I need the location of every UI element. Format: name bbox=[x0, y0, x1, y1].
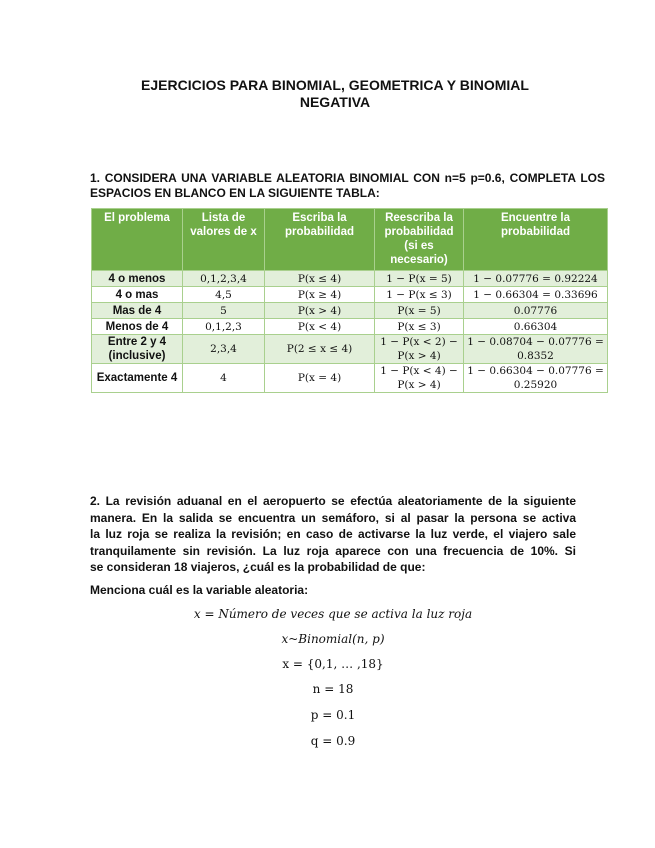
cell-valores: 0,1,2,3,4 bbox=[183, 271, 265, 287]
equation-text: x = Número de veces que se activa la luz roja bbox=[193, 607, 473, 621]
table-row bbox=[92, 364, 608, 393]
header-problema: El problema bbox=[92, 209, 183, 271]
cell-resultado: 0.66304 bbox=[464, 319, 608, 335]
header-reescriba: Reescriba la probabilidad (si es necesario) bbox=[375, 209, 464, 271]
table-row bbox=[92, 335, 608, 364]
question-2-text bbox=[90, 493, 576, 576]
question-2-line: la luz roja se realiza la revisión; en caso de activarse la luz verde, el viajero sale bbox=[90, 527, 576, 541]
cell-prob: P(x < 4) bbox=[265, 319, 375, 335]
cell-problema: Menos de 4 bbox=[92, 319, 183, 335]
question-2-line: tranquilamente sin revisión. La luz roja aparece con una frecuencia de 10%. Si bbox=[90, 543, 576, 558]
equation-range bbox=[90, 657, 576, 671]
equation-distribution bbox=[90, 632, 576, 646]
table-row bbox=[92, 319, 608, 335]
cell-problema: 4 o menos bbox=[92, 271, 183, 287]
cell-problema: Mas de 4 bbox=[92, 303, 183, 319]
title-line-1: EJERCICIOS PARA BINOMIAL, GEOMETRICA Y BINOMIAL bbox=[141, 77, 529, 93]
cell-prob: P(x > 4) bbox=[265, 303, 375, 319]
equation-q bbox=[90, 734, 576, 748]
equation-text: x~Binomial(n, p) bbox=[281, 632, 385, 646]
cell-reescriba: P(x ≤ 3) bbox=[375, 319, 464, 335]
cell-valores: 5 bbox=[183, 303, 265, 319]
equation-text: p = 0.1 bbox=[310, 708, 356, 722]
equation-text: n = 18 bbox=[312, 682, 354, 696]
cell-valores: 4,5 bbox=[183, 287, 265, 303]
equation-n bbox=[90, 682, 576, 696]
cell-reescriba: 1 − P(x ≤ 3) bbox=[375, 287, 464, 303]
equation-p bbox=[90, 708, 576, 722]
equation-variable bbox=[90, 607, 576, 621]
equation-text: q = 0.9 bbox=[310, 734, 356, 748]
header-escriba: Escriba la probabilidad bbox=[265, 209, 375, 271]
cell-problema: Entre 2 y 4 (inclusive) bbox=[92, 335, 183, 364]
question-1-text: 1. CONSIDERA UNA VARIABLE ALEATORIA BINOMIAL CON n=5 p=0.6, COMPLETA LOS ESPACIOS EN BLANCO EN LA SIGUIENTE TABLA: bbox=[90, 171, 605, 200]
variable-prompt: Menciona cuál es la variable aleatoria: bbox=[90, 583, 309, 597]
cell-valores: 2,3,4 bbox=[183, 335, 265, 364]
cell-resultado: 1 − 0.07776 = 0.92224 bbox=[464, 271, 608, 287]
question-2-line: manera. En la salida se encuentra un semáforo, si al pasar la persona se activa bbox=[90, 510, 576, 525]
cell-prob: P(x ≤ 4) bbox=[265, 271, 375, 287]
header-encuentre: Encuentre la probabilidad bbox=[464, 209, 608, 271]
question-2-line: se consideran 18 viajeros, ¿cuál es la probabilidad de que: bbox=[90, 560, 426, 574]
equation-text: x = {0,1, … ,18} bbox=[282, 657, 384, 671]
cell-problema: Exactamente 4 bbox=[92, 364, 183, 393]
cell-valores: 4 bbox=[183, 364, 265, 393]
cell-resultado: 1 − 0.66304 − 0.07776 = 0.25920 bbox=[464, 364, 608, 393]
cell-prob: P(2 ≤ x ≤ 4) bbox=[265, 335, 375, 364]
table-row bbox=[92, 271, 608, 287]
cell-reescriba: 1 − P(x = 5) bbox=[375, 271, 464, 287]
cell-resultado: 1 − 0.08704 − 0.07776 = 0.8352 bbox=[464, 335, 608, 364]
cell-reescriba: 1 − P(x < 2) − P(x > 4) bbox=[375, 335, 464, 364]
table-row bbox=[92, 303, 608, 319]
table-header-row bbox=[92, 209, 608, 271]
cell-reescriba: P(x = 5) bbox=[375, 303, 464, 319]
header-valores: Lista de valores de x bbox=[183, 209, 265, 271]
cell-prob: P(x ≥ 4) bbox=[265, 287, 375, 303]
table-row bbox=[92, 287, 608, 303]
cell-problema: 4 o mas bbox=[92, 287, 183, 303]
question-2-line: 2. La revisión aduanal en el aeropuerto se efectúa aleatoriamente de la siguiente bbox=[90, 494, 576, 508]
cell-prob: P(x = 4) bbox=[265, 364, 375, 393]
binomial-table bbox=[91, 208, 608, 393]
document-title bbox=[110, 77, 560, 111]
cell-resultado: 1 − 0.66304 = 0.33696 bbox=[464, 287, 608, 303]
cell-valores: 0,1,2,3 bbox=[183, 319, 265, 335]
cell-reescriba: 1 − P(x < 4) − P(x > 4) bbox=[375, 364, 464, 393]
cell-resultado: 0.07776 bbox=[464, 303, 608, 319]
title-line-2: NEGATIVA bbox=[299, 94, 371, 110]
